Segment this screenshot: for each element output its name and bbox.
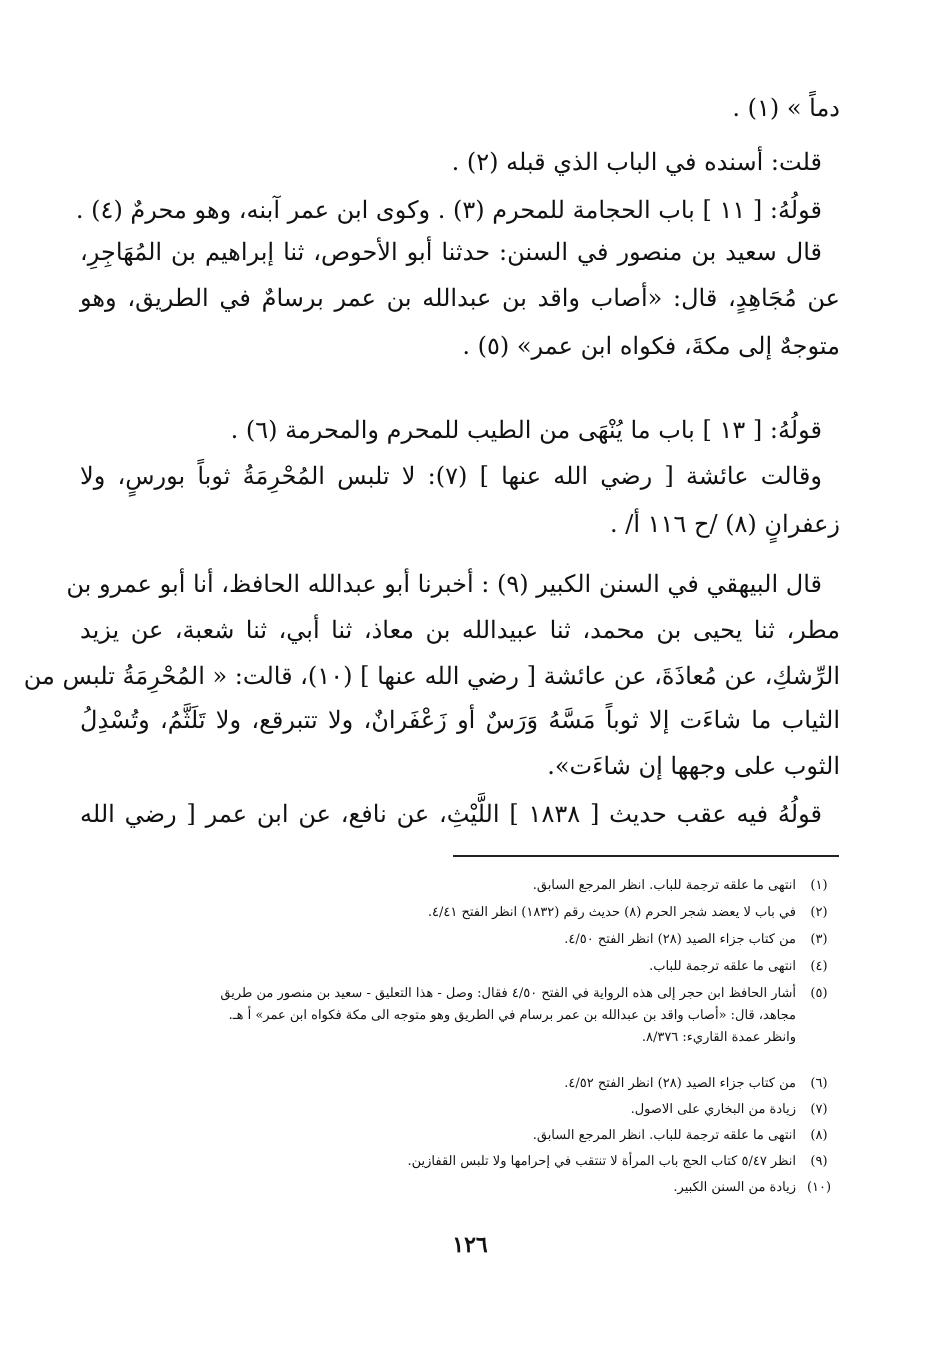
footnote-number: (٣) bbox=[810, 932, 828, 947]
footnotes bbox=[90, 876, 842, 1216]
footnote-text: من كتاب جزاء الصيد (٢٨) انظر الفتح ٤/٥٢. bbox=[564, 1076, 796, 1091]
footnote-divider bbox=[453, 855, 839, 857]
footnote-text: انتهى ما علقه ترجمة للباب. bbox=[649, 959, 796, 974]
text-line: متوجهٌ إلى مكةَ، فكواه ابن عمر» (٥) . bbox=[462, 332, 840, 360]
chapter-heading: قولُهُ: [ ١١ ] باب الحجامة للمحرم (٣) . وكوى ابن عمر آبنه، وهو محرمٌ (٤) . bbox=[75, 196, 822, 224]
footnote-number: (٤) bbox=[810, 959, 828, 974]
footnote bbox=[90, 957, 842, 977]
text-line: قولُهُ فيه عقب حديث [ ١٨٣٨ ] اللَّيْثِ، عن نافع، عن ابن عمر [ رضي الله bbox=[80, 800, 822, 828]
footnote-number: (٦) bbox=[810, 1076, 828, 1091]
footnote bbox=[90, 1126, 842, 1146]
text-line: وقالت عائشة [ رضي الله عنها ] (٧): لا تلبس المُحْرِمَةُ ثوباً بورسٍ، ولا bbox=[80, 462, 822, 490]
footnote-number: (٩) bbox=[810, 1154, 828, 1169]
footnote-number: (١) bbox=[810, 878, 828, 893]
footnote-text: انتهى ما علقه ترجمة للباب. انظر المرجع السابق. bbox=[532, 1128, 796, 1143]
footnote-text: زيادة من السنن الكبير. bbox=[673, 1180, 796, 1195]
footnote-number: (٢) bbox=[810, 905, 828, 920]
text-line: زعفرانٍ (٨) /ح ١١٦ أ/ . bbox=[610, 510, 840, 538]
text-line: الثياب ما شاءَت إلا ثوباً مَسَّهُ وَرَسٌ أو زَعْفَرانٌ، ولا تتبرقع، ولا تَلَثَّمُ، وتُسْدِلُ bbox=[80, 706, 840, 734]
footnote bbox=[90, 984, 842, 1004]
footnote-text: انتهى ما علقه ترجمة للباب. انظر المرجع السابق. bbox=[532, 878, 796, 893]
footnote bbox=[90, 1074, 842, 1094]
footnote-text: في باب لا يعضد شجر الحرم (٨) حديث رقم (١٨٣٢) انظر الفتح ٤/٤١. bbox=[427, 905, 796, 920]
footnote bbox=[90, 876, 842, 896]
footnote-text: من كتاب جزاء الصيد (٢٨) انظر الفتح ٤/٥٠. bbox=[564, 932, 796, 947]
text-line: الثوب على وجهها إن شاءَت». bbox=[547, 752, 840, 780]
page-number: ١٢٦ bbox=[452, 1232, 488, 1258]
footnote bbox=[90, 1100, 842, 1120]
footnote bbox=[90, 930, 842, 950]
footnote-text: مجاهد، قال: «أصاب واقد بن عبدالله بن عمر برسام في الطريق وهو متوجه الى مكة فكواه ابن عمر» أ هـ. bbox=[228, 1008, 796, 1023]
footnote bbox=[90, 1178, 842, 1198]
text-line: عن مُجَاهِدٍ، قال: «أصاب واقد بن عبدالله بن عمر برسامٌ في الطريق، وهو bbox=[80, 284, 840, 312]
footnote-number: (١٠) bbox=[806, 1180, 832, 1195]
text-line: مطر، ثنا يحيى بن محمد، ثنا عبيدالله بن معاذ، ثنا أبي، ثنا شعبة، عن يزيد bbox=[80, 616, 840, 644]
footnote-number: (٧) bbox=[810, 1102, 828, 1117]
text-line: قال البيهقي في السنن الكبير (٩) : أخبرنا أبو عبدالله الحافظ، أنا أبو عمرو بن bbox=[66, 570, 822, 598]
footnote-number: (٨) bbox=[810, 1128, 828, 1143]
footnote-continuation bbox=[90, 1028, 842, 1048]
text-line: قال سعيد بن منصور في السنن: حدثنا أبو الأحوص، ثنا إبراهيم بن المُهَاجِرِ، bbox=[80, 238, 822, 266]
footnote-text: أشار الحافظ ابن حجر إلى هذه الرواية في الفتح ٤/٥٠ فقال: وصل - هذا التعليق - سعيد بن منصور من طريق bbox=[220, 986, 796, 1001]
chapter-heading: قولُهُ: [ ١٣ ] باب ما يُنْهَى من الطيب للمحرم والمحرمة (٦) . bbox=[230, 416, 822, 444]
footnote-text: وانظر عمدة القاريء: ٨/٣٧٦. bbox=[641, 1030, 796, 1045]
footnote-text: زيادة من البخاري على الاصول. bbox=[630, 1102, 796, 1117]
footnote-continuation bbox=[90, 1006, 842, 1026]
footnote bbox=[90, 1152, 842, 1172]
footnote-number: (٥) bbox=[810, 986, 828, 1001]
text-line: قلت: أسنده في الباب الذي قبله (٢) . bbox=[451, 148, 822, 176]
main-text bbox=[23, 0, 840, 840]
footnote bbox=[90, 903, 842, 923]
text-line: دماً » (١) . bbox=[732, 94, 840, 122]
footnote-text: انظر ٥/٤٧ كتاب الحج باب المرأة لا تنتقب في إحرامها ولا تلبس القفازين. bbox=[407, 1154, 796, 1169]
text-line: الرِّشكِ، عن مُعاذَةَ، عن عائشة [ رضي الله عنها ] (١٠)، قالت: « المُحْرِمَةُ تلبس من bbox=[23, 662, 840, 690]
